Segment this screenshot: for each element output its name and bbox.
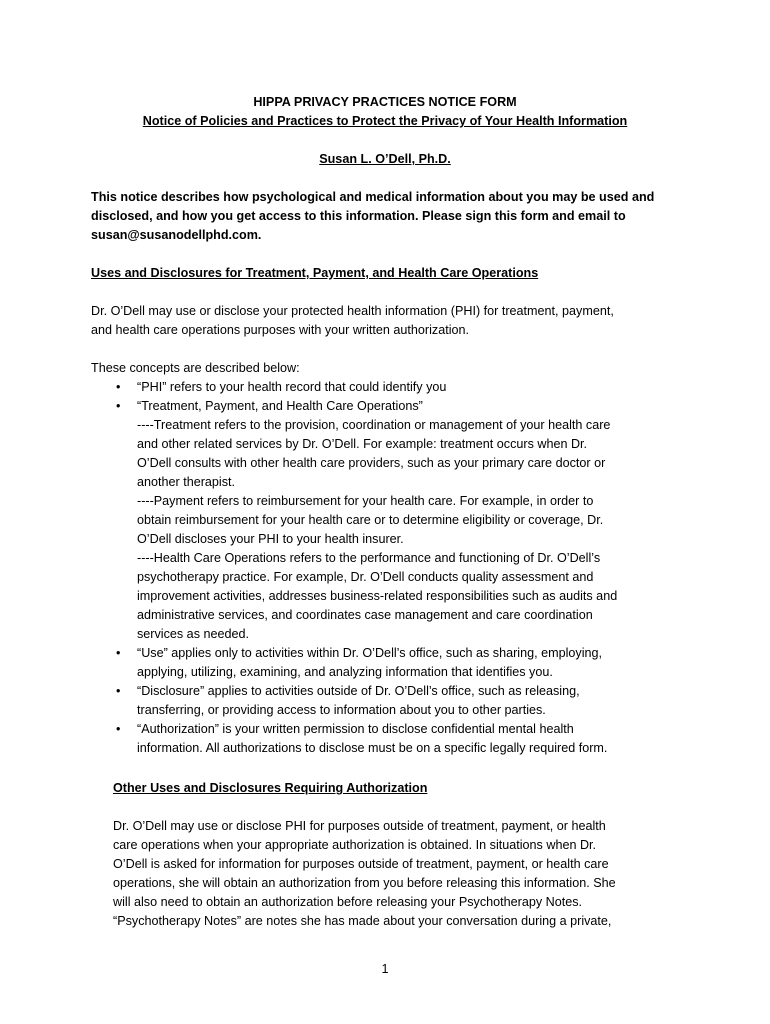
list-item-line: ----Health Care Operations refers to the performance and functioning of Dr. O’Dell’s (137, 551, 601, 565)
notice-line: This notice describes how psychological and medical information about you may be used and (91, 190, 655, 204)
paragraph-line: O’Dell is asked for information for purposes outside of treatment, payment, or health care (113, 857, 609, 871)
bullet-icon: • (116, 380, 121, 394)
list-item-line: O’Dell discloses your PHI to your health insurer. (137, 532, 404, 546)
bullet-icon: • (116, 646, 121, 660)
paragraph-line: “Psychotherapy Notes” are notes she has made about your conversation during a private, (113, 914, 612, 928)
list-item: “Use” applies only to activities within Dr. O’Dell’s office, such as sharing, employing, (137, 646, 603, 660)
list-item: “Disclosure” applies to activities outside of Dr. O’Dell’s office, such as releasing, (137, 684, 580, 698)
author-name: Susan L. O’Dell, Ph.D. (319, 152, 451, 166)
bullet-icon: • (116, 684, 121, 698)
list-item-line: transferring, or providing access to information about you to other parties. (137, 703, 546, 717)
paragraph-line: operations, she will obtain an authorization from you before releasing this information. She (113, 876, 616, 890)
list-item-line: psychotherapy practice. For example, Dr. O’Dell conducts quality assessment and (137, 570, 594, 584)
list-item-line: improvement activities, addresses business-related responsibilities such as audits and (137, 589, 618, 603)
paragraph-line: care operations when your appropriate authorization is obtained. In situations when Dr. (113, 838, 597, 852)
list-item-line: ----Payment refers to reimbursement for your health care. For example, in order to (137, 494, 594, 508)
list-item-line: applying, utilizing, examining, and analyzing information that identifies you. (137, 665, 553, 679)
list-item-line: ----Treatment refers to the provision, coordination or management of your health care (137, 418, 611, 432)
form-subtitle: Notice of Policies and Practices to Protect the Privacy of Your Health Information (142, 114, 628, 128)
paragraph-line: Dr. O’Dell may use or disclose PHI for purposes outside of treatment, payment, or health (113, 819, 606, 833)
list-item-line: administrative services, and coordinates case management and care coordination (137, 608, 593, 622)
list-item-line: O’Dell consults with other health care providers, such as your primary care doctor or (137, 456, 606, 470)
paragraph-line: will also need to obtain an authorization before releasing your Psychotherapy Notes. (113, 895, 583, 909)
list-item-line: obtain reimbursement for your health care or to determine eligibility or coverage, Dr. (137, 513, 604, 527)
paragraph-line: and health care operations purposes with your written authorization. (91, 323, 470, 337)
section-heading: Uses and Disclosures for Treatment, Payment, and Health Care Operations (91, 266, 539, 280)
list-item: “Treatment, Payment, and Health Care Operations” (137, 399, 423, 413)
notice-line: disclosed, and how you get access to this information. Please sign this form and email to (91, 209, 626, 223)
page-number: 1 (381, 962, 389, 976)
form-title: HIPPA PRIVACY PRACTICES NOTICE FORM (253, 95, 517, 109)
list-item: “Authorization” is your written permission to disclose confidential mental health (137, 722, 574, 736)
intro-line: These concepts are described below: (91, 361, 300, 375)
paragraph-line: Dr. O’Dell may use or disclose your protected health information (PHI) for treatment, payment, (91, 304, 614, 318)
bullet-icon: • (116, 399, 121, 413)
notice-line: susan@susanodellphd.com. (91, 228, 262, 242)
list-item-line: information. All authorizations to disclose must be on a specific legally required form. (137, 741, 608, 755)
list-item: “PHI” refers to your health record that could identify you (137, 380, 447, 394)
list-item-line: and other related services by Dr. O’Dell. For example: treatment occurs when Dr. (137, 437, 588, 451)
list-item-line: services as needed. (137, 627, 250, 641)
section-heading: Other Uses and Disclosures Requiring Authorization (113, 781, 428, 795)
list-item-line: another therapist. (137, 475, 236, 489)
bullet-icon: • (116, 722, 121, 736)
